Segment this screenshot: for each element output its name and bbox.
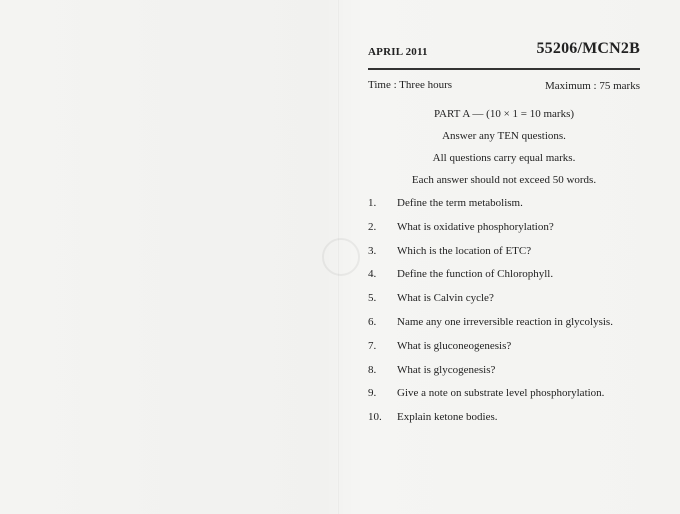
part-a-title: PART A — (10 × 1 = 10 marks): [433, 108, 575, 120]
watermark-logo: [322, 238, 360, 276]
question-item: [368, 291, 648, 315]
question-item: [368, 363, 648, 387]
question-item: [368, 410, 648, 434]
question-number: 7.: [368, 339, 377, 352]
question-item: [368, 196, 648, 220]
question-text: Define the function of Chlorophyll.: [397, 268, 554, 281]
question-item: [368, 315, 648, 339]
instruction-word-limit: Each answer should not exceed 50 words.: [411, 174, 597, 186]
question-number: 4.: [368, 268, 377, 281]
question-text: What is Calvin cycle?: [397, 292, 494, 305]
question-number: 1.: [368, 197, 377, 209]
question-text: Which is the location of ETC?: [397, 244, 532, 257]
question-number: 10.: [368, 411, 382, 424]
question-text: Give a note on substrate level phosphorylation.: [397, 387, 605, 400]
question-text: Explain ketone bodies.: [397, 411, 498, 424]
question-number: 8.: [368, 363, 377, 376]
exam-max-marks: Maximum : 75 marks: [544, 80, 640, 92]
exam-duration: Time : Three hours: [368, 79, 453, 91]
question-number: 3.: [368, 244, 377, 257]
question-text: Name any one irreversible reaction in glycolysis.: [397, 315, 613, 328]
question-text: Define the term metabolism.: [397, 197, 523, 209]
question-item: [368, 220, 648, 244]
exam-month: APRIL 2011: [368, 46, 428, 58]
question-number: 9.: [368, 387, 377, 400]
question-text: What is gluconeogenesis?: [397, 339, 512, 352]
instruction-equal-marks: All questions carry equal marks.: [432, 152, 576, 164]
question-item: [368, 267, 648, 291]
question-list: [368, 196, 648, 434]
question-item: [368, 339, 648, 363]
question-text: What is glycogenesis?: [397, 363, 496, 376]
exam-code: 55206/MCN2B: [536, 40, 640, 57]
instruction-answer-ten: Answer any TEN questions.: [442, 130, 566, 142]
question-number: 5.: [368, 292, 377, 305]
question-item: [368, 244, 648, 268]
exam-header: [368, 40, 640, 64]
question-text: What is oxidative phosphorylation?: [397, 220, 554, 233]
question-item: [368, 386, 648, 410]
question-number: 2.: [368, 220, 377, 233]
question-number: 6.: [368, 315, 377, 328]
header-divider: [368, 68, 640, 70]
